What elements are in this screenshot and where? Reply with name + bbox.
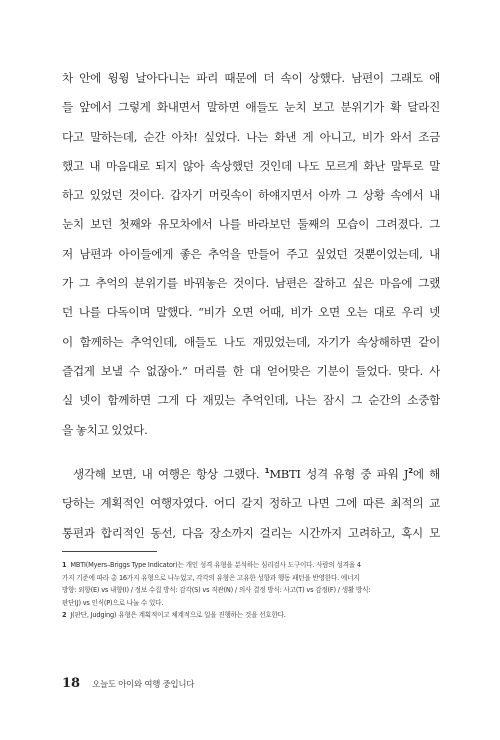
text-line: 했고 내 마음대로 되지 않아 속상했던 것인데 나도 모르게 화난 말투로 말 xyxy=(62,158,440,173)
text-line: 통편과 합리적인 동선, 다음 장소까지 걸리는 시간까지 고려하고, 혹시 모 xyxy=(62,525,440,540)
text-line: 하고 있었던 것이다. 갑자기 머릿속이 하얘지면서 아까 그 상황 속에서 내 xyxy=(62,188,440,203)
text-segment: 에 해 xyxy=(412,467,440,481)
footnote-line: 방향: 외향(E) vs 내향(I) / 정보 수집 방식: 감각(S) vs 직관(N) / 의사 결정 방식: 사고(T) vs 감정(F) / 생활 방식: xyxy=(62,586,371,595)
footnote-text: MBTI(Myers–Briggs Type Indicator)는 개인 성격 유형을 분석하는 심리검사 도구이다. 사람의 성격을 4 xyxy=(70,561,361,569)
footnote-number: 2 xyxy=(62,611,67,620)
footnote-line xyxy=(62,609,440,622)
text-line: 저 남편과 아이들에게 좋은 추억을 만들어 주고 싶었던 것뿐이었는데, 내 xyxy=(62,246,440,261)
body-paragraph-2 xyxy=(62,460,440,548)
text-line: 즐겁게 보낼 수 없잖아.” 머리를 한 대 얻어맞은 기분이 들었다. 맞다. 사 xyxy=(62,363,440,378)
page-number: 18 xyxy=(62,676,81,691)
footnote-line xyxy=(62,559,440,572)
footnotes xyxy=(62,559,440,622)
text-line-with-footnote-refs xyxy=(62,460,440,489)
footnote-ref-2: 2 xyxy=(408,467,413,475)
text-segment: 생각해 보면, 내 여행은 항상 그랬다. xyxy=(73,467,265,481)
running-title: 오늘도 아이와 여행 중입니다 xyxy=(92,679,195,689)
footnote-2 xyxy=(62,609,440,622)
text-segment: MBTI 성격 유형 중 파워 J xyxy=(269,467,409,481)
footnote-line: 판단(J) vs 인식(P)으로 나눌 수 있다. xyxy=(62,598,164,607)
text-line: 당하는 계획적인 여행자였다. 어디 갈지 정하고 나면 그에 따른 최적의 교 xyxy=(62,496,440,511)
text-line: 다고 말하는데, 순간 아차! 싶었다. 나는 화낸 게 아니고, 비가 와서 조금 xyxy=(62,129,440,144)
text-line: 을 놓치고 있었다. xyxy=(62,422,148,437)
footnote-1 xyxy=(62,559,440,609)
footnote-line: 가지 기준에 따라 총 16가지 유형으로 나누었고, 각각의 유형은 고유한 성향과 행동 패턴을 반영한다. 에너지 xyxy=(62,573,360,582)
text-line: 가 그 추억의 분위기를 바꿔놓은 것이다. 남편은 잘하고 싶은 마음에 그랬 xyxy=(62,276,440,291)
footnote-number: 1 xyxy=(62,561,67,569)
page-footer xyxy=(62,676,194,696)
text-line: 던 나를 다독이며 말했다. “비가 오면 어때, 비가 오면 오는 대로 우리 넷 xyxy=(62,305,440,320)
text-line: 이 함께하는 추억인데, 애들도 나도 재밌었는데, 자기가 속상해하면 같이 xyxy=(62,334,440,349)
footnote-divider xyxy=(62,551,157,552)
text-line: 실 넷이 함께하면 그게 다 재밌는 추억인데, 나는 잠시 그 순간의 소중함 xyxy=(62,393,440,408)
text-line: 들 앞에서 그렇게 화내면서 말하면 애들도 눈치 보고 분위기가 확 달라진 xyxy=(62,100,440,115)
footnote-text: J(판단, Judging) 유형은 계획적이고 체계적으로 일을 진행하는 것을 선호한다. xyxy=(70,611,286,620)
text-line: 눈치 보던 첫째와 유모차에서 나를 바라보던 둘째의 모습이 그려졌다. 그 xyxy=(62,217,440,232)
text-line: 차 안에 윙윙 날아다니는 파리 때문에 더 속이 상했다. 남편이 그래도 애 xyxy=(62,71,440,85)
footnote-ref-1: 1 xyxy=(264,467,270,475)
body-paragraph-1 xyxy=(62,64,440,445)
